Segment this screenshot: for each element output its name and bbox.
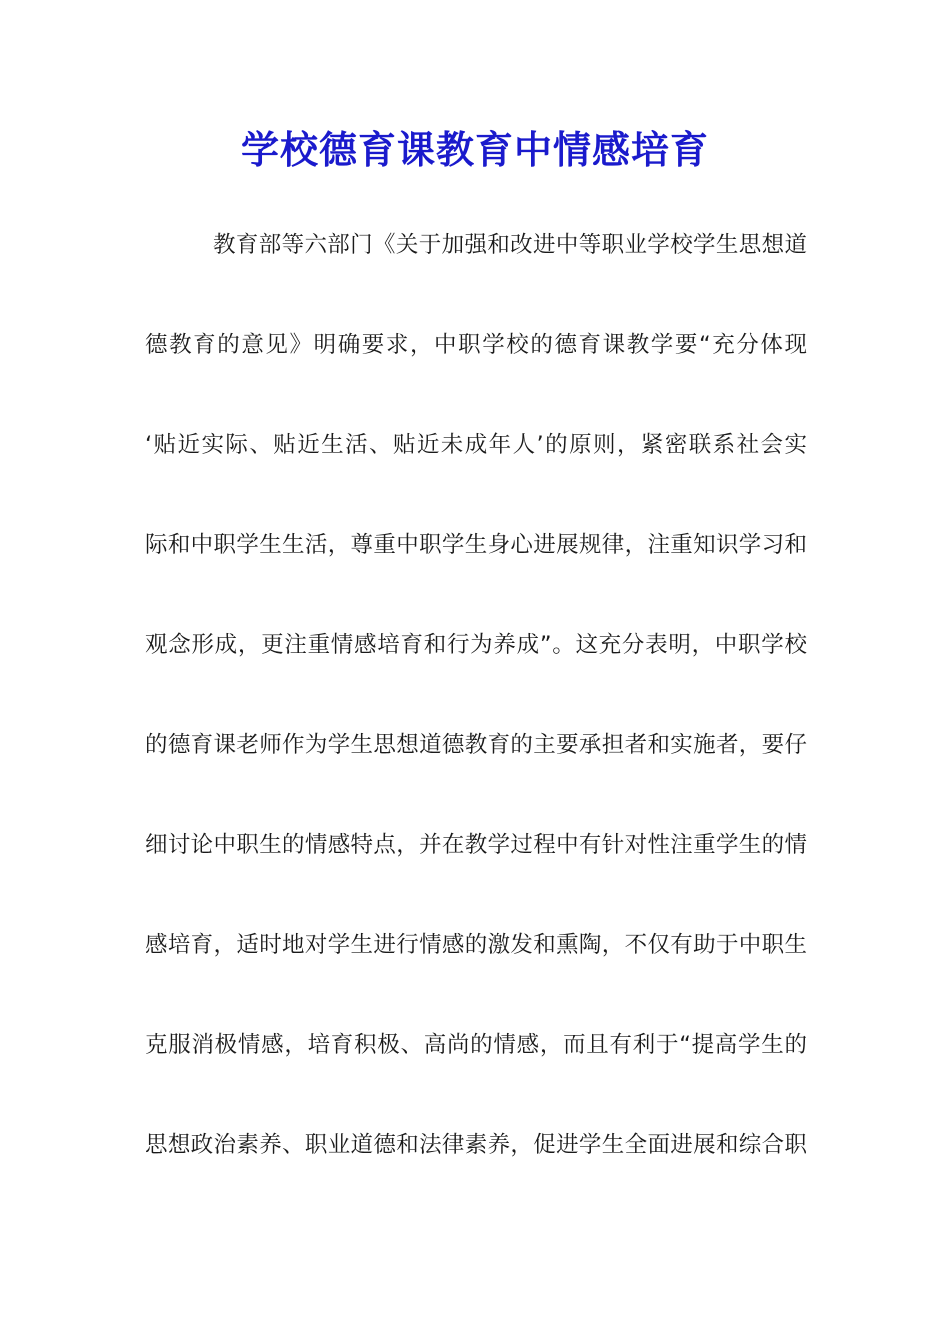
paragraph-line: 思想政治素养、职业道德和法律素养，促进学生全面进展和综合职	[145, 1132, 807, 1158]
paragraph-line: 细讨论中职生的情感特点，并在教学过程中有针对性注重学生的情	[145, 832, 807, 858]
paragraph-line: ‘贴近实际、贴近生活、贴近未成年人’的原则，紧密联系社会实	[145, 432, 807, 458]
paragraph-line: 德教育的意见》明确要求，中职学校的德育课教学要“充分体现	[145, 332, 807, 358]
document-body	[145, 215, 807, 1215]
document-title: 学校德育课教育中情感培育	[240, 127, 709, 172]
paragraph-line: 克服消极情感，培育积极、高尚的情感，而且有利于“提高学生的	[145, 1032, 807, 1058]
paragraph-line: 教育部等六部门《关于加强和改进中等职业学校学生思想道	[213, 232, 807, 258]
paragraph-line: 观念形成，更注重情感培育和行为养成”。这充分表明，中职学校	[145, 632, 807, 658]
paragraph-line: 的德育课老师作为学生思想道德教育的主要承担者和实施者，要仔	[145, 732, 807, 758]
paragraph-line: 感培育，适时地对学生进行情感的激发和熏陶，不仅有助于中职生	[145, 932, 807, 958]
paragraph-line: 际和中职学生生活，尊重中职学生身心进展规律，注重知识学习和	[145, 532, 807, 558]
